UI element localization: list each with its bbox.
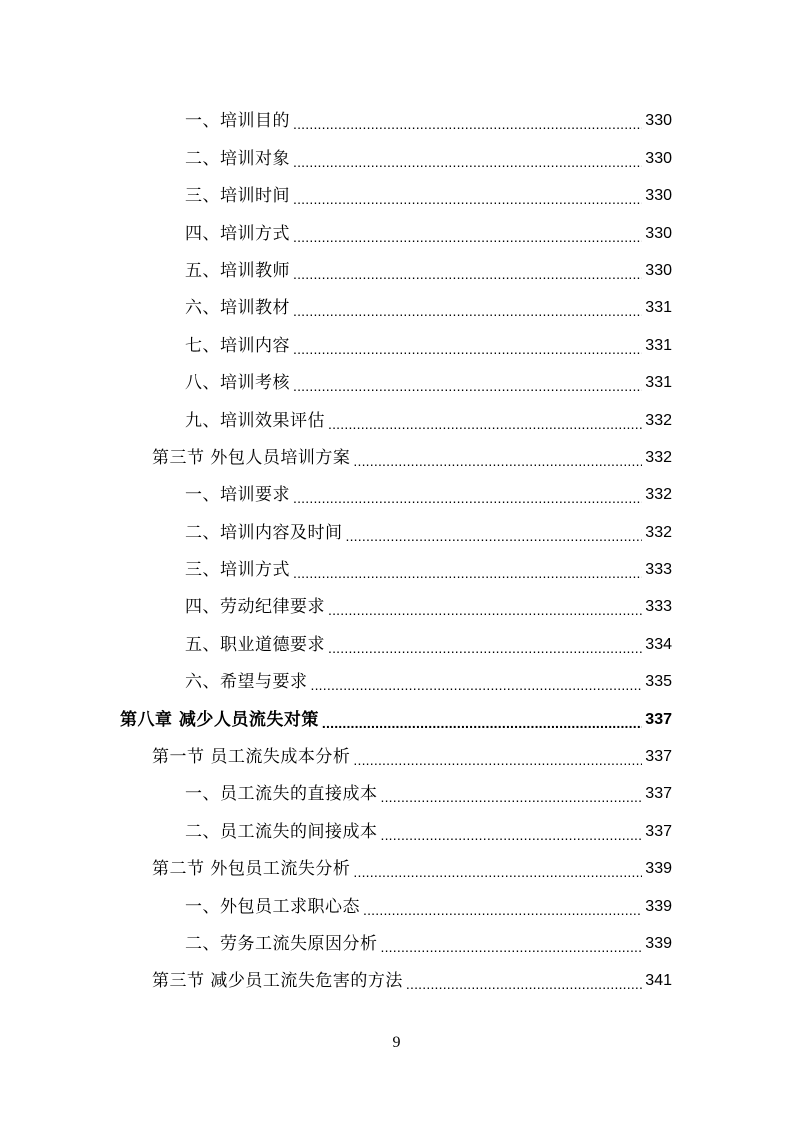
toc-entry-label: 五、职业道德要求 [185,634,325,655]
toc-entry[interactable] [0,587,793,624]
table-of-contents [0,101,793,998]
toc-entry-page: 332 [645,523,672,541]
toc-entry-label: 六、希望与要求 [185,672,308,693]
toc-entry-page: 331 [645,374,672,392]
toc-entry-label: 第三节 减少员工流失危害的方法 [152,971,403,992]
toc-entry-page: 332 [645,448,672,466]
toc-entry[interactable] [0,475,793,512]
toc-entry[interactable] [0,213,793,250]
toc-entry-page: 332 [645,486,672,504]
toc-entry-label: 六、培训教材 [185,298,290,319]
toc-entry-page: 339 [645,897,672,915]
toc-leader-dots [381,790,643,804]
toc-entry-label: 第八章 减少人员流失对策 [120,709,319,730]
toc-leader-dots [293,304,642,318]
toc-leader-dots [406,977,642,991]
toc-entry-page: 330 [645,112,672,130]
toc-leader-dots [328,603,642,617]
toc-entry-page: 337 [645,710,672,728]
toc-entry-page: 333 [645,598,672,616]
toc-leader-dots [293,117,642,131]
toc-leader-dots [353,865,642,879]
toc-entry-page: 334 [645,635,672,653]
toc-entry-label: 一、员工流失的直接成本 [185,784,378,805]
toc-leader-dots [353,454,642,468]
toc-leader-dots [293,155,642,169]
toc-entry-page: 333 [645,561,672,579]
toc-entry-page: 330 [645,261,672,279]
toc-leader-dots [293,566,642,580]
page-number: 9 [392,1034,401,1051]
toc-entry-label: 一、外包员工求职心态 [185,896,360,917]
toc-entry[interactable] [0,512,793,549]
toc-entry[interactable] [0,699,793,736]
toc-entry[interactable] [0,961,793,998]
toc-entry-label: 一、培训目的 [185,111,290,132]
toc-leader-dots [293,379,642,393]
toc-entry[interactable] [0,662,793,699]
toc-entry-label: 第一节 员工流失成本分析 [152,747,351,768]
toc-entry-label: 第三节 外包人员培训方案 [152,447,351,468]
toc-entry-page: 330 [645,187,672,205]
toc-entry[interactable] [0,101,793,138]
toc-leader-dots [293,230,642,244]
toc-leader-dots [322,716,642,730]
toc-entry[interactable] [0,363,793,400]
toc-leader-dots [311,678,643,692]
toc-entry-page: 332 [645,411,672,429]
toc-entry[interactable] [0,849,793,886]
toc-leader-dots [363,903,642,917]
toc-entry-page: 337 [645,748,672,766]
toc-entry[interactable] [0,438,793,475]
toc-entry[interactable] [0,774,793,811]
toc-entry[interactable] [0,251,793,288]
toc-leader-dots [346,529,643,543]
toc-leader-dots [381,828,643,842]
toc-entry-page: 337 [645,822,672,840]
toc-entry[interactable] [0,924,793,961]
toc-entry[interactable] [0,176,793,213]
toc-entry-label: 一、培训要求 [185,485,290,506]
toc-entry[interactable] [0,624,793,661]
toc-entry-label: 二、劳务工流失原因分析 [185,933,378,954]
toc-entry[interactable] [0,886,793,923]
toc-entry[interactable] [0,400,793,437]
toc-entry-page: 331 [645,336,672,354]
toc-leader-dots [353,753,642,767]
toc-entry-label: 九、培训效果评估 [185,410,325,431]
toc-entry-label: 四、培训方式 [185,223,290,244]
toc-entry-label: 二、员工流失的间接成本 [185,821,378,842]
toc-entry-page: 335 [645,673,672,691]
toc-entry[interactable] [0,288,793,325]
toc-entry-label: 八、培训考核 [185,373,290,394]
toc-leader-dots [381,940,643,954]
toc-entry[interactable] [0,550,793,587]
toc-entry-page: 339 [645,934,672,952]
toc-entry-label: 七、培训内容 [185,335,290,356]
toc-entry-page: 337 [645,785,672,803]
toc-leader-dots [293,267,642,281]
toc-entry-page: 330 [645,224,672,242]
toc-leader-dots [293,491,642,505]
toc-entry-page: 341 [645,972,672,990]
toc-entry[interactable] [0,325,793,362]
toc-leader-dots [293,342,642,356]
toc-leader-dots [328,641,642,655]
toc-entry-label: 四、劳动纪律要求 [185,597,325,618]
toc-entry-page: 331 [645,299,672,317]
toc-entry-label: 三、培训方式 [185,560,290,581]
toc-entry-label: 三、培训时间 [185,186,290,207]
toc-entry-label: 五、培训教师 [185,260,290,281]
toc-entry-page: 330 [645,149,672,167]
toc-entry-label: 二、培训对象 [185,148,290,169]
toc-leader-dots [293,192,642,206]
toc-leader-dots [328,417,642,431]
toc-entry[interactable] [0,811,793,848]
toc-entry-label: 二、培训内容及时间 [185,522,343,543]
toc-entry-page: 339 [645,860,672,878]
toc-entry[interactable] [0,138,793,175]
toc-entry[interactable] [0,737,793,774]
toc-entry-label: 第二节 外包员工流失分析 [152,859,351,880]
